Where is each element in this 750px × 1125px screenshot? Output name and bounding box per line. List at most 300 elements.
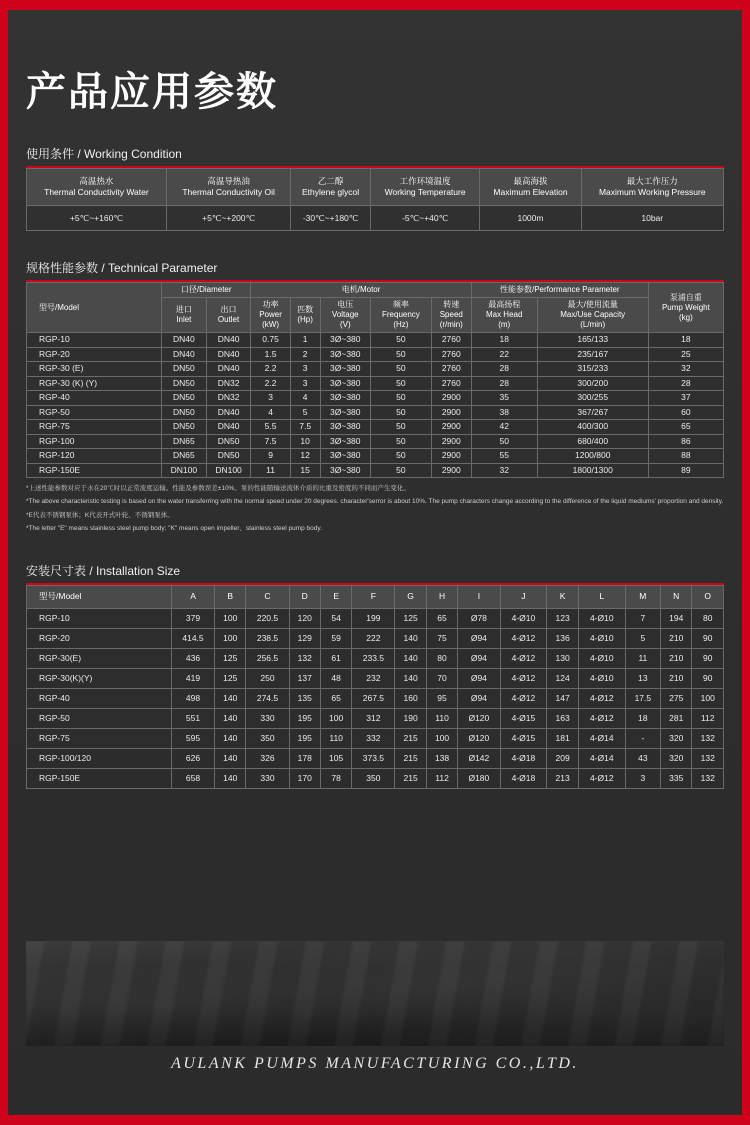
cell-value: 320 (661, 748, 692, 768)
column-header: 泵浦自重 Pump Weight (kg) (648, 283, 723, 333)
cell-value: 2900 (431, 449, 471, 464)
cell-model: RGP-75 (27, 728, 172, 748)
left-red-edge (0, 0, 8, 1125)
column-header: 频率 Frequency (Hz) (371, 298, 432, 333)
cell-model: RGP-75 (27, 420, 162, 435)
column-header: H (426, 585, 457, 608)
cell-value: 4-Ø18 (500, 748, 547, 768)
cell-value: 195 (289, 728, 320, 748)
cell-value: 213 (547, 768, 578, 788)
cell-value: 199 (352, 608, 395, 628)
cell-value: 48 (320, 668, 351, 688)
cell-value: 135 (289, 688, 320, 708)
cell-value: 32 (471, 463, 537, 478)
cell-value: 350 (352, 768, 395, 788)
cell-value: 3Ø~380 (320, 420, 370, 435)
cell-value: DN32 (206, 391, 251, 406)
cell-value: 379 (172, 608, 215, 628)
column-header: B (215, 585, 246, 608)
column-header: I (458, 585, 500, 608)
cell-value: 209 (547, 748, 578, 768)
cell-value: 680/400 (537, 434, 648, 449)
cell-value: 4-Ø10 (578, 648, 625, 668)
cell-value: 595 (172, 728, 215, 748)
cell-value: 232 (352, 668, 395, 688)
cell-value: 5 (625, 628, 660, 648)
cell-value: 17.5 (625, 688, 660, 708)
cell-value: 0.75 (251, 333, 290, 348)
cell-value: 4-Ø14 (578, 748, 625, 768)
cell-value: 120 (289, 608, 320, 628)
table-row (27, 333, 724, 348)
column-header: E (320, 585, 351, 608)
section-heading-working-condition: 使用条件 / Working Condition (26, 145, 724, 168)
cell-value: 332 (352, 728, 395, 748)
table-header-row (27, 585, 724, 608)
cell-value: 215 (395, 728, 426, 748)
column-header: 最高扬程 Max Head (m) (471, 298, 537, 333)
cell-value: 95 (426, 688, 457, 708)
cell-value: 4-Ø12 (500, 688, 547, 708)
cell-value: 61 (320, 648, 351, 668)
cell-value: 1 (290, 333, 320, 348)
cell-value: 2900 (431, 434, 471, 449)
cell-value: 3Ø~380 (320, 333, 370, 348)
cell-value: 100 (215, 628, 246, 648)
column-header: C (246, 585, 289, 608)
cell-value: DN40 (206, 347, 251, 362)
cell-value: 498 (172, 688, 215, 708)
cell-value: 2760 (431, 362, 471, 377)
cell-value: 215 (395, 768, 426, 788)
cell-value: 4-Ø10 (578, 668, 625, 688)
cell-value: 320 (661, 728, 692, 748)
cell-value: 4 (290, 391, 320, 406)
section-heading-installation-size: 安装尺寸表 / Installation Size (26, 562, 724, 585)
cell-value: 4-Ø10 (500, 608, 547, 628)
cell-value: 267.5 (352, 688, 395, 708)
cell-value: 38 (471, 405, 537, 420)
cell-model: RGP-30 (E) (27, 362, 162, 377)
cell-value: 3Ø~380 (320, 449, 370, 464)
cell-value: 330 (246, 768, 289, 788)
column-header: 口径/Diameter (162, 283, 251, 298)
cell-value: 3 (625, 768, 660, 788)
cell-value: 4-Ø12 (578, 688, 625, 708)
table-header-row (27, 283, 724, 298)
cell-value: 50 (371, 362, 432, 377)
table-row (27, 628, 724, 648)
cell-value: Ø142 (458, 748, 500, 768)
table-row (27, 434, 724, 449)
cell-value: 367/267 (537, 405, 648, 420)
cell-value: 300/200 (537, 376, 648, 391)
cell-value: Ø94 (458, 688, 500, 708)
cell-value: 4-Ø12 (500, 628, 547, 648)
cell-value: 4-Ø15 (500, 728, 547, 748)
header-cell-5: 最大工作压力 Maximum Working Pressure (581, 169, 724, 206)
cell-value: 65 (320, 688, 351, 708)
cell-value: 147 (547, 688, 578, 708)
cell-value: 65 (426, 608, 457, 628)
cell-value: 7.5 (251, 434, 290, 449)
cell-value: 100 (426, 728, 457, 748)
bottom-red-bar (0, 1115, 750, 1125)
table-row (27, 362, 724, 377)
cell-model: RGP-20 (27, 347, 162, 362)
cell-value: 50 (371, 376, 432, 391)
cell-value: 80 (692, 608, 724, 628)
table-row (27, 668, 724, 688)
cell-value: 2760 (431, 376, 471, 391)
column-header: 转速 Speed (r/min) (431, 298, 471, 333)
cell-value: 28 (471, 362, 537, 377)
cell-model: RGP-50 (27, 405, 162, 420)
cell-value: 163 (547, 708, 578, 728)
cell-value: 4 (251, 405, 290, 420)
cell-value: 43 (625, 748, 660, 768)
company-footer: AULANK PUMPS MANUFACTURING CO.,LTD. (171, 1055, 579, 1072)
cell-model: RGP-10 (27, 608, 172, 628)
page-title: 产品应用参数 (26, 69, 278, 115)
table-row (27, 768, 724, 788)
table-row (27, 206, 724, 231)
header-cell-4: 最高海拔 Maximum Elevation (480, 169, 581, 206)
cell-value: 4-Ø18 (500, 768, 547, 788)
column-header: K (547, 585, 578, 608)
cell-value: 4-Ø10 (578, 608, 625, 628)
cell-value: 160 (395, 688, 426, 708)
cell-value: 50 (371, 463, 432, 478)
cell-value: 18 (471, 333, 537, 348)
cell-value: 5 (290, 405, 320, 420)
cell-model: RGP-100 (27, 434, 162, 449)
cell-value: 100 (692, 688, 724, 708)
cell-value: 4-Ø12 (578, 768, 625, 788)
cell-value: 7 (625, 608, 660, 628)
cell-value: 2760 (431, 347, 471, 362)
cell-value: DN65 (162, 449, 207, 464)
cell-value: 132 (692, 748, 724, 768)
cell-value: 125 (215, 668, 246, 688)
header-cell-3: 工作环境温度 Working Temperature (370, 169, 480, 206)
column-header: J (500, 585, 547, 608)
cell-value: 100 (215, 608, 246, 628)
cell-value: 281 (661, 708, 692, 728)
cell-value: 215 (395, 748, 426, 768)
cell-value: 233.5 (352, 648, 395, 668)
cell-value: 419 (172, 668, 215, 688)
column-header: N (661, 585, 692, 608)
cell-value: 4-Ø12 (578, 708, 625, 728)
cell-value: 190 (395, 708, 426, 728)
table-row (27, 608, 724, 628)
cell-model: RGP-20 (27, 628, 172, 648)
cell-model: RGP-120 (27, 449, 162, 464)
cell-value: 256.5 (246, 648, 289, 668)
cell-value: 1800/1300 (537, 463, 648, 478)
cell-value: 4-Ø15 (500, 708, 547, 728)
cell-value: 140 (215, 708, 246, 728)
table-row (27, 728, 724, 748)
cell-model: RGP-40 (27, 391, 162, 406)
header-cell-2: 乙二醇 Ethylene glycol (291, 169, 370, 206)
cell-value: 373.5 (352, 748, 395, 768)
cell-value: 4-Ø12 (500, 648, 547, 668)
cell-value: 2900 (431, 420, 471, 435)
cell-value: 54 (320, 608, 351, 628)
product-photo (26, 941, 724, 1046)
cell-value: 2 (290, 347, 320, 362)
cell-value: 2900 (431, 391, 471, 406)
value-cell-4: 1000m (480, 206, 581, 231)
cell-value: DN100 (206, 463, 251, 478)
value-cell-5: 10bar (581, 206, 724, 231)
cell-value: 88 (648, 449, 723, 464)
cell-value: 59 (320, 628, 351, 648)
cell-value: 35 (471, 391, 537, 406)
header-cell-0: 高温热水 Thermal Conductivity Water (27, 169, 167, 206)
cell-model: RGP-150E (27, 463, 162, 478)
cell-value: 28 (471, 376, 537, 391)
cell-value: 50 (371, 449, 432, 464)
column-header: 进口 Inlet (162, 298, 207, 333)
cell-value: 11 (251, 463, 290, 478)
cell-value: 50 (471, 434, 537, 449)
column-header: 电压 Voltage (V) (320, 298, 370, 333)
photo-overlay (26, 941, 724, 1046)
technical-notes (26, 484, 724, 534)
cell-value: 2760 (431, 333, 471, 348)
value-cell-2: -30℃~+180℃ (291, 206, 370, 231)
cell-value: 3Ø~380 (320, 362, 370, 377)
cell-value: 335 (661, 768, 692, 788)
working-condition-table (26, 168, 724, 231)
cell-model: RGP-100/120 (27, 748, 172, 768)
installation-table-body (27, 608, 724, 788)
column-header: 最大/使用流量 Max/Use Capacity (L/min) (537, 298, 648, 333)
cell-value: 350 (246, 728, 289, 748)
note-line: *The above characteristic testing is based on the water transferring with the normal speed under 20 degrees. character'serror is about 10%. The pump characters change according to the difference of the liquid mediums' proportion and density. (26, 498, 724, 506)
cell-value: 140 (215, 728, 246, 748)
table-row (27, 449, 724, 464)
cell-value: DN65 (162, 434, 207, 449)
cell-value: 275 (661, 688, 692, 708)
cell-value: DN40 (206, 362, 251, 377)
column-header: G (395, 585, 426, 608)
cell-value: 132 (692, 768, 724, 788)
cell-value: 129 (289, 628, 320, 648)
cell-value: 90 (692, 648, 724, 668)
column-header: 出口 Outlet (206, 298, 251, 333)
cell-value: 330 (246, 708, 289, 728)
cell-value: 250 (246, 668, 289, 688)
cell-value: 86 (648, 434, 723, 449)
cell-model: RGP-30(E) (27, 648, 172, 668)
cell-value: 165/133 (537, 333, 648, 348)
cell-value: 3Ø~380 (320, 434, 370, 449)
cell-value: 1.5 (251, 347, 290, 362)
cell-value: 90 (692, 628, 724, 648)
cell-value: Ø78 (458, 608, 500, 628)
cell-value: 78 (320, 768, 351, 788)
cell-value: 137 (289, 668, 320, 688)
cell-value: 222 (352, 628, 395, 648)
cell-value: 12 (290, 449, 320, 464)
table-row (27, 391, 724, 406)
cell-value: Ø94 (458, 628, 500, 648)
cell-value: 22 (471, 347, 537, 362)
cell-value: 112 (692, 708, 724, 728)
cell-value: 3 (251, 391, 290, 406)
cell-value: 326 (246, 748, 289, 768)
cell-value: 18 (648, 333, 723, 348)
cell-value: 315/233 (537, 362, 648, 377)
cell-value: 65 (648, 420, 723, 435)
technical-parameter-table (26, 282, 724, 478)
cell-value: DN40 (206, 405, 251, 420)
table-row (27, 405, 724, 420)
cell-value: 75 (426, 628, 457, 648)
cell-value: 1200/800 (537, 449, 648, 464)
cell-value: 220.5 (246, 608, 289, 628)
note-line: *E代表不锈钢泵体；K代表开式叶轮、不锈钢泵体。 (26, 511, 174, 519)
cell-value: 42 (471, 420, 537, 435)
cell-value: 551 (172, 708, 215, 728)
cell-value: 195 (289, 708, 320, 728)
cell-value: Ø94 (458, 668, 500, 688)
cell-value: 210 (661, 648, 692, 668)
cell-value: 7.5 (290, 420, 320, 435)
cell-value: 238.5 (246, 628, 289, 648)
cell-value: 3Ø~380 (320, 463, 370, 478)
technical-table-body (27, 333, 724, 478)
column-header: 性能参数/Performance Parameter (471, 283, 648, 298)
cell-value: 2.2 (251, 362, 290, 377)
cell-value: 15 (290, 463, 320, 478)
cell-model: RGP-30(K)(Y) (27, 668, 172, 688)
cell-value: 50 (371, 391, 432, 406)
cell-value: 140 (395, 628, 426, 648)
cell-value: DN40 (162, 347, 207, 362)
column-header: F (352, 585, 395, 608)
cell-value: 2900 (431, 463, 471, 478)
cell-value: 4-Ø14 (578, 728, 625, 748)
cell-value: 658 (172, 768, 215, 788)
column-header: 匹数 (Hp) (290, 298, 320, 333)
cell-model: RGP-10 (27, 333, 162, 348)
cell-value: 37 (648, 391, 723, 406)
column-header: M (625, 585, 660, 608)
cell-value: 414.5 (172, 628, 215, 648)
cell-value: DN50 (162, 391, 207, 406)
cell-value: 181 (547, 728, 578, 748)
installation-size-table (26, 585, 724, 789)
table-row (27, 708, 724, 728)
column-header: 功率 Power (kW) (251, 298, 290, 333)
cell-value: 13 (625, 668, 660, 688)
cell-value: 400/300 (537, 420, 648, 435)
column-header: A (172, 585, 215, 608)
cell-value: 25 (648, 347, 723, 362)
cell-value: 3Ø~380 (320, 347, 370, 362)
cell-value: 50 (371, 434, 432, 449)
cell-value: 140 (215, 688, 246, 708)
cell-value: 110 (320, 728, 351, 748)
cell-value: DN50 (206, 434, 251, 449)
cell-value: 10 (290, 434, 320, 449)
cell-value: 32 (648, 362, 723, 377)
cell-value: 210 (661, 668, 692, 688)
cell-value: 110 (426, 708, 457, 728)
cell-value: DN32 (206, 376, 251, 391)
table-row (27, 463, 724, 478)
cell-value: Ø180 (458, 768, 500, 788)
cell-value: 28 (648, 376, 723, 391)
table-row (27, 688, 724, 708)
cell-value: DN50 (162, 376, 207, 391)
cell-value: 112 (426, 768, 457, 788)
cell-model: RGP-30 (K) (Y) (27, 376, 162, 391)
cell-value: 2900 (431, 405, 471, 420)
right-red-edge (742, 0, 750, 1125)
installation-table-head (27, 585, 724, 608)
cell-value: 90 (692, 668, 724, 688)
column-header: L (578, 585, 625, 608)
cell-value: 4-Ø10 (578, 628, 625, 648)
cell-value: 50 (371, 333, 432, 348)
cell-value: - (625, 728, 660, 748)
table-header-row (27, 169, 724, 206)
value-cell-0: +5℃~+160℃ (27, 206, 167, 231)
cell-value: 312 (352, 708, 395, 728)
cell-value: 3 (290, 362, 320, 377)
content-area (26, 0, 724, 789)
table-row (27, 420, 724, 435)
cell-value: 194 (661, 608, 692, 628)
cell-value: Ø120 (458, 708, 500, 728)
cell-value: 3 (290, 376, 320, 391)
column-header: D (289, 585, 320, 608)
cell-value: DN40 (206, 333, 251, 348)
cell-value: Ø120 (458, 728, 500, 748)
cell-value: 11 (625, 648, 660, 668)
cell-value: Ø94 (458, 648, 500, 668)
cell-value: 626 (172, 748, 215, 768)
cell-value: 132 (289, 648, 320, 668)
cell-value: 140 (395, 668, 426, 688)
cell-value: 140 (215, 768, 246, 788)
cell-value: DN50 (162, 420, 207, 435)
column-header: 型号/Model (27, 283, 162, 333)
cell-value: 55 (471, 449, 537, 464)
cell-value: 2.2 (251, 376, 290, 391)
note-line: *The letter "E" means stainless steel pump body; "K" means open impeller、stainless steel pump body. (26, 525, 322, 533)
cell-value: 274.5 (246, 688, 289, 708)
cell-value: 50 (371, 405, 432, 420)
cell-model: RGP-150E (27, 768, 172, 788)
cell-value: 138 (426, 748, 457, 768)
cell-value: 124 (547, 668, 578, 688)
cell-value: 4-Ø12 (500, 668, 547, 688)
cell-value: 3Ø~380 (320, 405, 370, 420)
cell-value: 235/167 (537, 347, 648, 362)
cell-value: 136 (547, 628, 578, 648)
cell-value: DN40 (162, 333, 207, 348)
table-row (27, 648, 724, 668)
cell-value: DN100 (162, 463, 207, 478)
table-row (27, 376, 724, 391)
